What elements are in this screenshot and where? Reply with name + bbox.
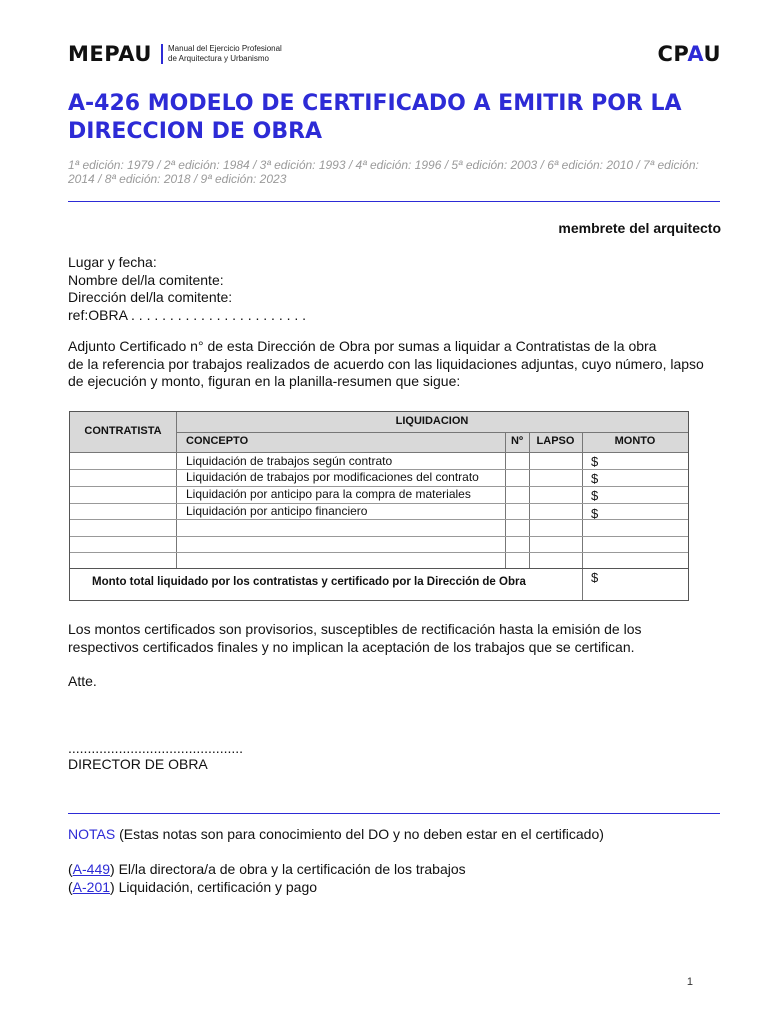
- total-currency-sign: $: [591, 570, 599, 585]
- table-vline: [176, 412, 177, 568]
- table-hline: [70, 452, 688, 453]
- header-monto: MONTO: [614, 435, 656, 447]
- ref-text: ) Liquidación, certificación y pago: [110, 878, 318, 895]
- table-row-concepto: Liquidación de trabajos por modificaciones del contrato: [186, 470, 479, 484]
- cpau-logo-part2: U: [703, 42, 721, 66]
- table-hline: [70, 552, 688, 553]
- notes-refs: [68, 861, 466, 896]
- field-nombre-comitente: Nombre del/la comitente:: [68, 271, 224, 288]
- note-ref-item: (A-201) Liquidación, certificación y pago: [68, 878, 318, 895]
- page-number: 1: [686, 976, 693, 988]
- title-divider: [68, 201, 720, 202]
- atte-text: Atte.: [68, 673, 97, 689]
- table-row-concepto: Liquidación de trabajos según contrato: [186, 454, 393, 468]
- closing-paragraph: [68, 621, 642, 656]
- mepau-subtitle-line2: de Arquitectura y Urbanismo: [168, 54, 269, 63]
- table-vline: [582, 432, 583, 600]
- header-fields: [68, 254, 306, 324]
- signature-block: [68, 740, 243, 772]
- field-lugar-fecha: Lugar y fecha:: [68, 254, 157, 270]
- closing-line: Los montos certificados son provisorios, susceptibles de rectificación hasta la emisión de los: [68, 621, 642, 637]
- mepau-logo: MEPAU: [68, 42, 152, 66]
- logo-divider: [161, 44, 163, 64]
- table-hline: [176, 432, 688, 433]
- cpau-logo-part1: CP: [657, 42, 688, 66]
- notes-divider: [68, 813, 720, 814]
- currency-sign: $: [591, 471, 599, 486]
- signature-line: .............................................: [68, 740, 244, 756]
- signature-role: DIRECTOR DE OBRA: [68, 756, 208, 772]
- header-concepto: CONCEPTO: [186, 435, 249, 447]
- note-ref-item: (A-449) El/la directora/a de obra y la certificación de los trabajos: [68, 861, 466, 877]
- table-row-concepto: Liquidación por anticipo para la compra de materiales: [186, 487, 471, 501]
- cpau-logo: [657, 42, 721, 66]
- header-contratista: CONTRATISTA: [84, 425, 162, 437]
- cpau-logo-accent: A: [687, 42, 704, 66]
- document-title: A-426 MODELO DE CERTIFICADO A EMITIR POR LA DIRECCION DE OBRA: [68, 91, 682, 144]
- ref-link-a201[interactable]: A-201: [72, 878, 111, 895]
- header-lapso: LAPSO: [536, 435, 575, 447]
- table-hline: [70, 503, 688, 504]
- currency-sign: $: [591, 488, 599, 503]
- table-hline: [70, 568, 688, 569]
- summary-table: [69, 411, 689, 601]
- intro-line: Adjunto Certificado n° de esta Dirección de Obra por sumas a liquidar a Contratistas de la obra: [68, 338, 657, 354]
- currency-sign: $: [591, 454, 599, 469]
- ref-text: ) El/la directora/a de obra y la certificación de los trabajos: [110, 861, 466, 877]
- header-numero: Nº: [511, 435, 523, 447]
- editions-line: 1ª edición: 1979 / 2ª edición: 1984 / 3ª edición: 1993 / 4ª edición: 1996 / 5ª edición: 2003 / 6ª edición: 2010 / 7ª edición: 2014 / 8ª edición: 2018 / 9ª edición: 2023: [68, 158, 699, 186]
- total-label: Monto total liquidado por los contratistas y certificado por la Dirección de Obra: [92, 576, 526, 588]
- table-row-concepto: Liquidación por anticipo financiero: [186, 504, 368, 518]
- intro-paragraph: [68, 338, 704, 391]
- intro-line: de la referencia por trabajos realizados de acuerdo con las liquidaciones adjuntas, cuyo número, lapso: [68, 355, 704, 372]
- ref-link-a449[interactable]: A-449: [72, 861, 111, 877]
- table-hline: [70, 536, 688, 537]
- mepau-subtitle: [168, 44, 282, 64]
- header-liquidacion: LIQUIDACION: [395, 415, 469, 427]
- intro-line: de ejecución y monto, figuran en la planilla-resumen que sigue:: [68, 373, 461, 389]
- field-ref-obra: ref:OBRA . . . . . . . . . . . . . . . . . . . . . . .: [68, 306, 307, 323]
- notes-heading: [68, 826, 604, 844]
- letterhead-label: membrete del arquitecto: [558, 220, 721, 236]
- closing-line: respectivos certificados finales y no implican la aceptación de los trabajos que se certifican.: [68, 638, 635, 655]
- notes-label: NOTAS: [68, 826, 116, 842]
- field-direccion-comitente: Dirección del/la comitente:: [68, 289, 233, 305]
- currency-sign: $: [591, 506, 599, 521]
- mepau-subtitle-line1: Manual del Ejercicio Profesional: [168, 44, 282, 53]
- notes-text: (Estas notas son para conocimiento del DO y no deben estar en el certificado): [115, 826, 604, 842]
